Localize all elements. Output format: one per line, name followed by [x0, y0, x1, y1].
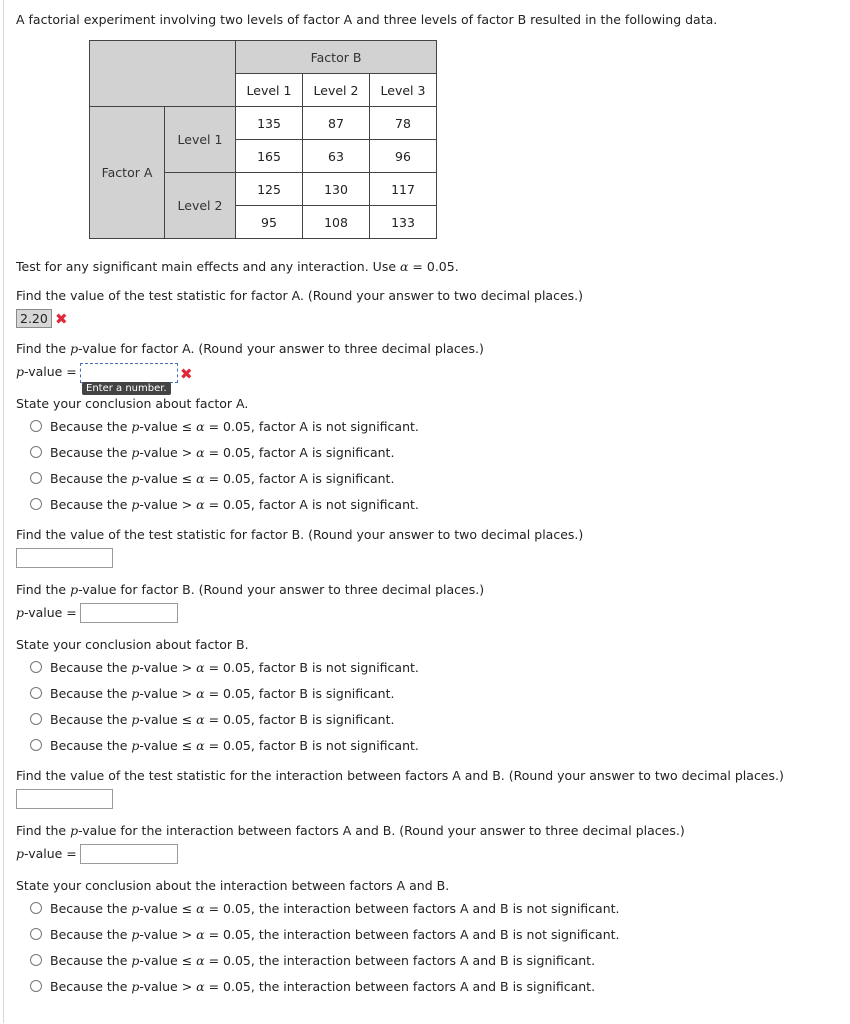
incorrect-icon: ✖	[180, 365, 193, 383]
option-ab-1[interactable]: Because the p-value ≤ α = 0.05, the interaction between factors A and B is not significant.	[30, 901, 620, 916]
pvalue-label-a: p-value =	[16, 364, 77, 379]
option-b-4[interactable]: Because the p-value ≤ α = 0.05, factor B is not significant.	[30, 738, 419, 753]
table-cell: 78	[370, 107, 437, 140]
test-instruction: Test for any significant main effects and any interaction. Use α = 0.05.	[16, 259, 459, 274]
ab-stat-input[interactable]	[16, 789, 113, 809]
radio-button[interactable]	[30, 661, 42, 673]
table-corner	[90, 41, 236, 107]
table-cell: 125	[236, 173, 303, 206]
option-a-4[interactable]: Because the p-value > α = 0.05, factor A is not significant.	[30, 497, 419, 512]
radio-button[interactable]	[30, 420, 42, 432]
conclusion-a-prompt: State your conclusion about factor A.	[16, 396, 249, 411]
option-a-2[interactable]: Because the p-value > α = 0.05, factor A is significant.	[30, 445, 394, 460]
incorrect-icon: ✖	[55, 310, 68, 328]
option-b-3[interactable]: Because the p-value ≤ α = 0.05, factor B is significant.	[30, 712, 394, 727]
option-b-1[interactable]: Because the p-value > α = 0.05, factor B is not significant.	[30, 660, 419, 675]
question-ab-stat: Find the value of the test statistic for the interaction between factors A and B. (Round your answer to two decimal places.)	[16, 768, 784, 783]
table-cell: 165	[236, 140, 303, 173]
table-cell: 130	[303, 173, 370, 206]
factor-a-header: Factor A	[90, 107, 165, 239]
question-ab-pvalue: Find the p-value for the interaction between factors A and B. (Round your answer to three decimal places.)	[16, 823, 685, 838]
radio-button[interactable]	[30, 713, 42, 725]
pvalue-b-input[interactable]	[80, 603, 178, 623]
option-b-2[interactable]: Because the p-value > α = 0.05, factor B is significant.	[30, 686, 394, 701]
question-a-stat: Find the value of the test statistic for factor A. (Round your answer to two decimal places.)	[16, 288, 584, 303]
option-a-1[interactable]: Because the p-value ≤ α = 0.05, factor A is not significant.	[30, 419, 419, 434]
pvalue-a-input[interactable]	[80, 363, 178, 383]
data-table	[89, 40, 437, 239]
radio-button[interactable]	[30, 928, 42, 940]
option-ab-4[interactable]: Because the p-value > α = 0.05, the interaction between factors A and B is significant.	[30, 979, 595, 994]
table-cell: 135	[236, 107, 303, 140]
col-level-1: Level 1	[236, 74, 303, 107]
table-cell: 133	[370, 206, 437, 239]
radio-button[interactable]	[30, 472, 42, 484]
option-a-3[interactable]: Because the p-value ≤ α = 0.05, factor A is significant.	[30, 471, 394, 486]
pvalue-label-ab: p-value =	[16, 846, 77, 861]
radio-button[interactable]	[30, 902, 42, 914]
table-cell: 117	[370, 173, 437, 206]
col-level-3: Level 3	[370, 74, 437, 107]
pvalue-label-b: p-value =	[16, 605, 77, 620]
table-cell: 108	[303, 206, 370, 239]
col-level-2: Level 2	[303, 74, 370, 107]
table-cell: 96	[370, 140, 437, 173]
b-stat-input[interactable]	[16, 548, 113, 568]
row-level-2: Level 2	[165, 173, 236, 239]
radio-button[interactable]	[30, 980, 42, 992]
radio-button[interactable]	[30, 687, 42, 699]
option-ab-3[interactable]: Because the p-value ≤ α = 0.05, the interaction between factors A and B is significant.	[30, 953, 595, 968]
table-cell: 63	[303, 140, 370, 173]
a-stat-answer[interactable]: 2.20	[16, 309, 52, 328]
question-a-pvalue: Find the p-value for factor A. (Round your answer to three decimal places.)	[16, 341, 484, 356]
radio-button[interactable]	[30, 498, 42, 510]
radio-button[interactable]	[30, 954, 42, 966]
factor-b-header: Factor B	[236, 41, 437, 74]
radio-button[interactable]	[30, 446, 42, 458]
question-b-stat: Find the value of the test statistic for factor B. (Round your answer to two decimal places.)	[16, 527, 584, 542]
table-cell: 87	[303, 107, 370, 140]
radio-button[interactable]	[30, 739, 42, 751]
tooltip: Enter a number.	[82, 382, 171, 395]
pvalue-ab-input[interactable]	[80, 844, 178, 864]
row-level-1: Level 1	[165, 107, 236, 173]
conclusion-ab-prompt: State your conclusion about the interaction between factors A and B.	[16, 878, 450, 893]
conclusion-b-prompt: State your conclusion about factor B.	[16, 637, 249, 652]
intro-text: A factorial experiment involving two levels of factor A and three levels of factor B resulted in the following data.	[16, 12, 718, 27]
question-b-pvalue: Find the p-value for factor B. (Round your answer to three decimal places.)	[16, 582, 485, 597]
table-cell: 95	[236, 206, 303, 239]
option-ab-2[interactable]: Because the p-value > α = 0.05, the interaction between factors A and B is not significant.	[30, 927, 620, 942]
